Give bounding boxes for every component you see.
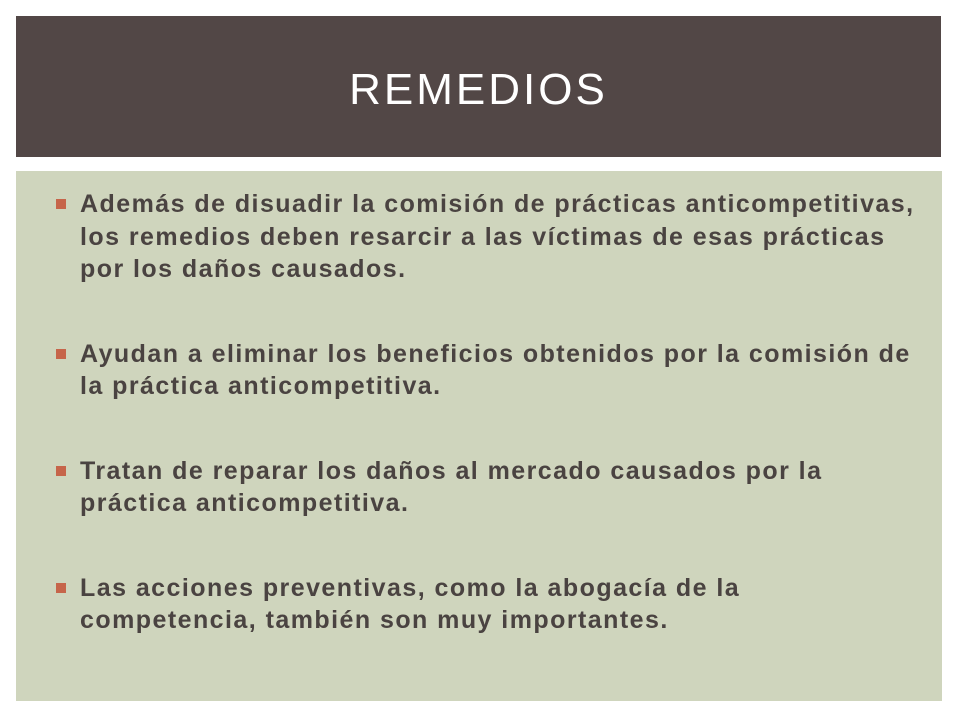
bullet-item (56, 338, 916, 403)
bullet-item (56, 572, 916, 637)
square-bullet-icon (56, 349, 66, 359)
bullet-item (56, 455, 916, 520)
slide-title-bar (16, 16, 941, 157)
square-bullet-icon (56, 466, 66, 476)
bullet-list (56, 188, 916, 637)
bullet-text: Las acciones preventivas, como la abogacía de la competencia, también son muy importantes. (80, 573, 741, 634)
bullet-text: Tratan de reparar los daños al mercado causados por la práctica anticompetitiva. (80, 456, 823, 517)
bullet-item (56, 188, 916, 286)
bullet-text: Ayudan a eliminar los beneficios obtenidos por la comisión de la práctica anticompetitiva. (80, 339, 911, 400)
slide-title: REMEDIOS (349, 64, 608, 114)
content-panel (16, 171, 942, 701)
square-bullet-icon (56, 583, 66, 593)
square-bullet-icon (56, 199, 66, 209)
bullet-text: Además de disuadir la comisión de prácticas anticompetitivas, los remedios deben resarcir a las víctimas de esas prácticas por los daños causados. (80, 190, 915, 283)
